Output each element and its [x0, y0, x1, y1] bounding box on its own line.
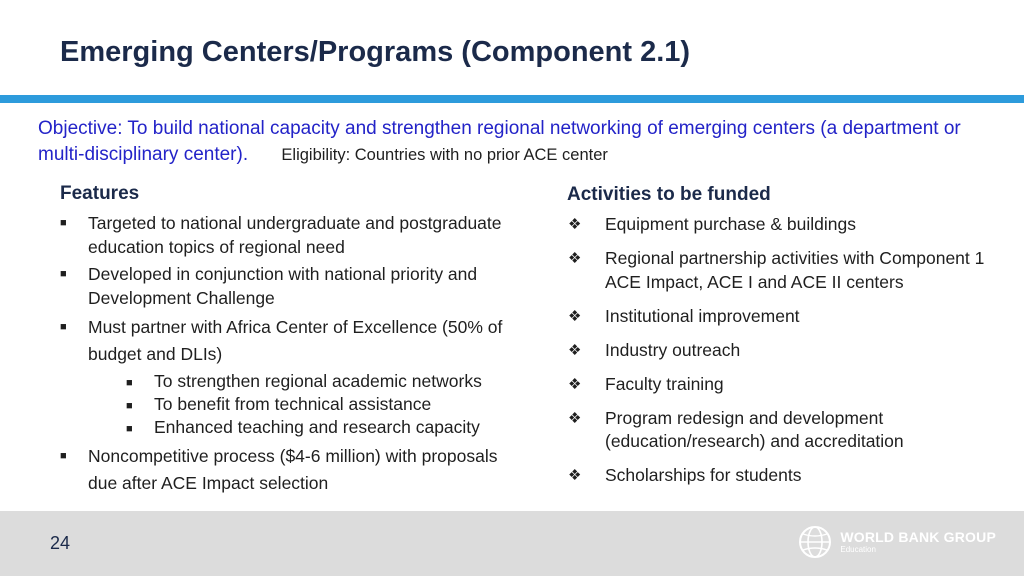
logo-main-text: WORLD BANK GROUP — [840, 529, 996, 545]
title-divider — [0, 95, 1024, 103]
logo-sub-text: Education — [840, 545, 876, 554]
activity-item: ❖ Industry outreach — [567, 339, 1007, 363]
feature-item: ■ Noncompetitive process ($4-6 million) with proposals due after ACE Impact selection — [60, 443, 520, 497]
diamond-bullet-icon: ❖ — [568, 467, 582, 484]
diamond-bullet-icon: ❖ — [568, 375, 582, 393]
diamond-bullet-icon: ❖ — [568, 409, 582, 427]
square-bullet-icon: ■ — [60, 217, 67, 229]
square-bullet-icon: ■ — [60, 450, 67, 462]
activity-item: ❖ Program redesign and development (education/research) and accreditation — [568, 407, 904, 451]
feature-sub-list — [126, 370, 520, 439]
feature-sub-item: ■ To strengthen regional academic networks — [126, 370, 520, 393]
features-heading: Features — [60, 183, 140, 204]
square-bullet-icon: ■ — [60, 268, 67, 280]
footer-bar — [0, 511, 1024, 576]
activity-item: ❖ Scholarships for students — [567, 464, 1007, 488]
features-column — [60, 182, 520, 501]
feature-sub-item: ■ Enhanced teaching and research capacity — [126, 416, 520, 439]
diamond-bullet-icon: ❖ — [568, 216, 582, 233]
activity-item: ❖ Equipment purchase & buildings — [567, 213, 1007, 237]
activity-item: ❖ Regional partnership activities with Component 1 ACE Impact, ACE I and ACE II centers — [568, 248, 985, 292]
objective-block — [38, 116, 998, 168]
square-bullet-icon: ■ — [126, 423, 133, 435]
feature-sub-item: ■ To benefit from technical assistance — [126, 393, 520, 416]
objective-text: Objective: To build national capacity and strengthen regional networking of emerging centers (a department or multi-disciplinary center). — [38, 118, 961, 165]
activities-column — [567, 183, 1007, 498]
feature-item: ■ Targeted to national undergraduate and postgraduate education topics of regional need — [60, 213, 502, 257]
world-bank-logo — [798, 525, 996, 559]
logo-text — [840, 529, 996, 555]
globe-icon — [798, 525, 832, 559]
page-number: 24 — [50, 533, 71, 553]
activity-item: ❖ Institutional improvement — [567, 305, 1007, 329]
slide-title: Emerging Centers/Programs (Component 2.1) — [60, 36, 691, 68]
diamond-bullet-icon: ❖ — [568, 341, 582, 359]
diamond-bullet-icon: ❖ — [568, 250, 582, 267]
diamond-bullet-icon: ❖ — [568, 307, 582, 325]
eligibility-text: Eligibility: Countries with no prior ACE center — [281, 146, 608, 164]
square-bullet-icon: ■ — [126, 377, 133, 389]
square-bullet-icon: ■ — [60, 321, 67, 333]
activities-list — [567, 213, 1007, 488]
activity-item: ❖ Faculty training — [567, 373, 1007, 397]
square-bullet-icon: ■ — [126, 400, 133, 412]
activities-heading: Activities to be funded — [567, 184, 771, 205]
feature-item: ■ Must partner with Africa Center of Excellence (50% of budget and DLIs) ■ To strengthen regional academic networks ■ To benefit from technical assistance ■ Enhanced teaching and research capacity — [60, 314, 520, 439]
feature-item: ■ Developed in conjunction with national priority and Development Challenge — [60, 264, 478, 308]
features-list — [60, 212, 520, 497]
